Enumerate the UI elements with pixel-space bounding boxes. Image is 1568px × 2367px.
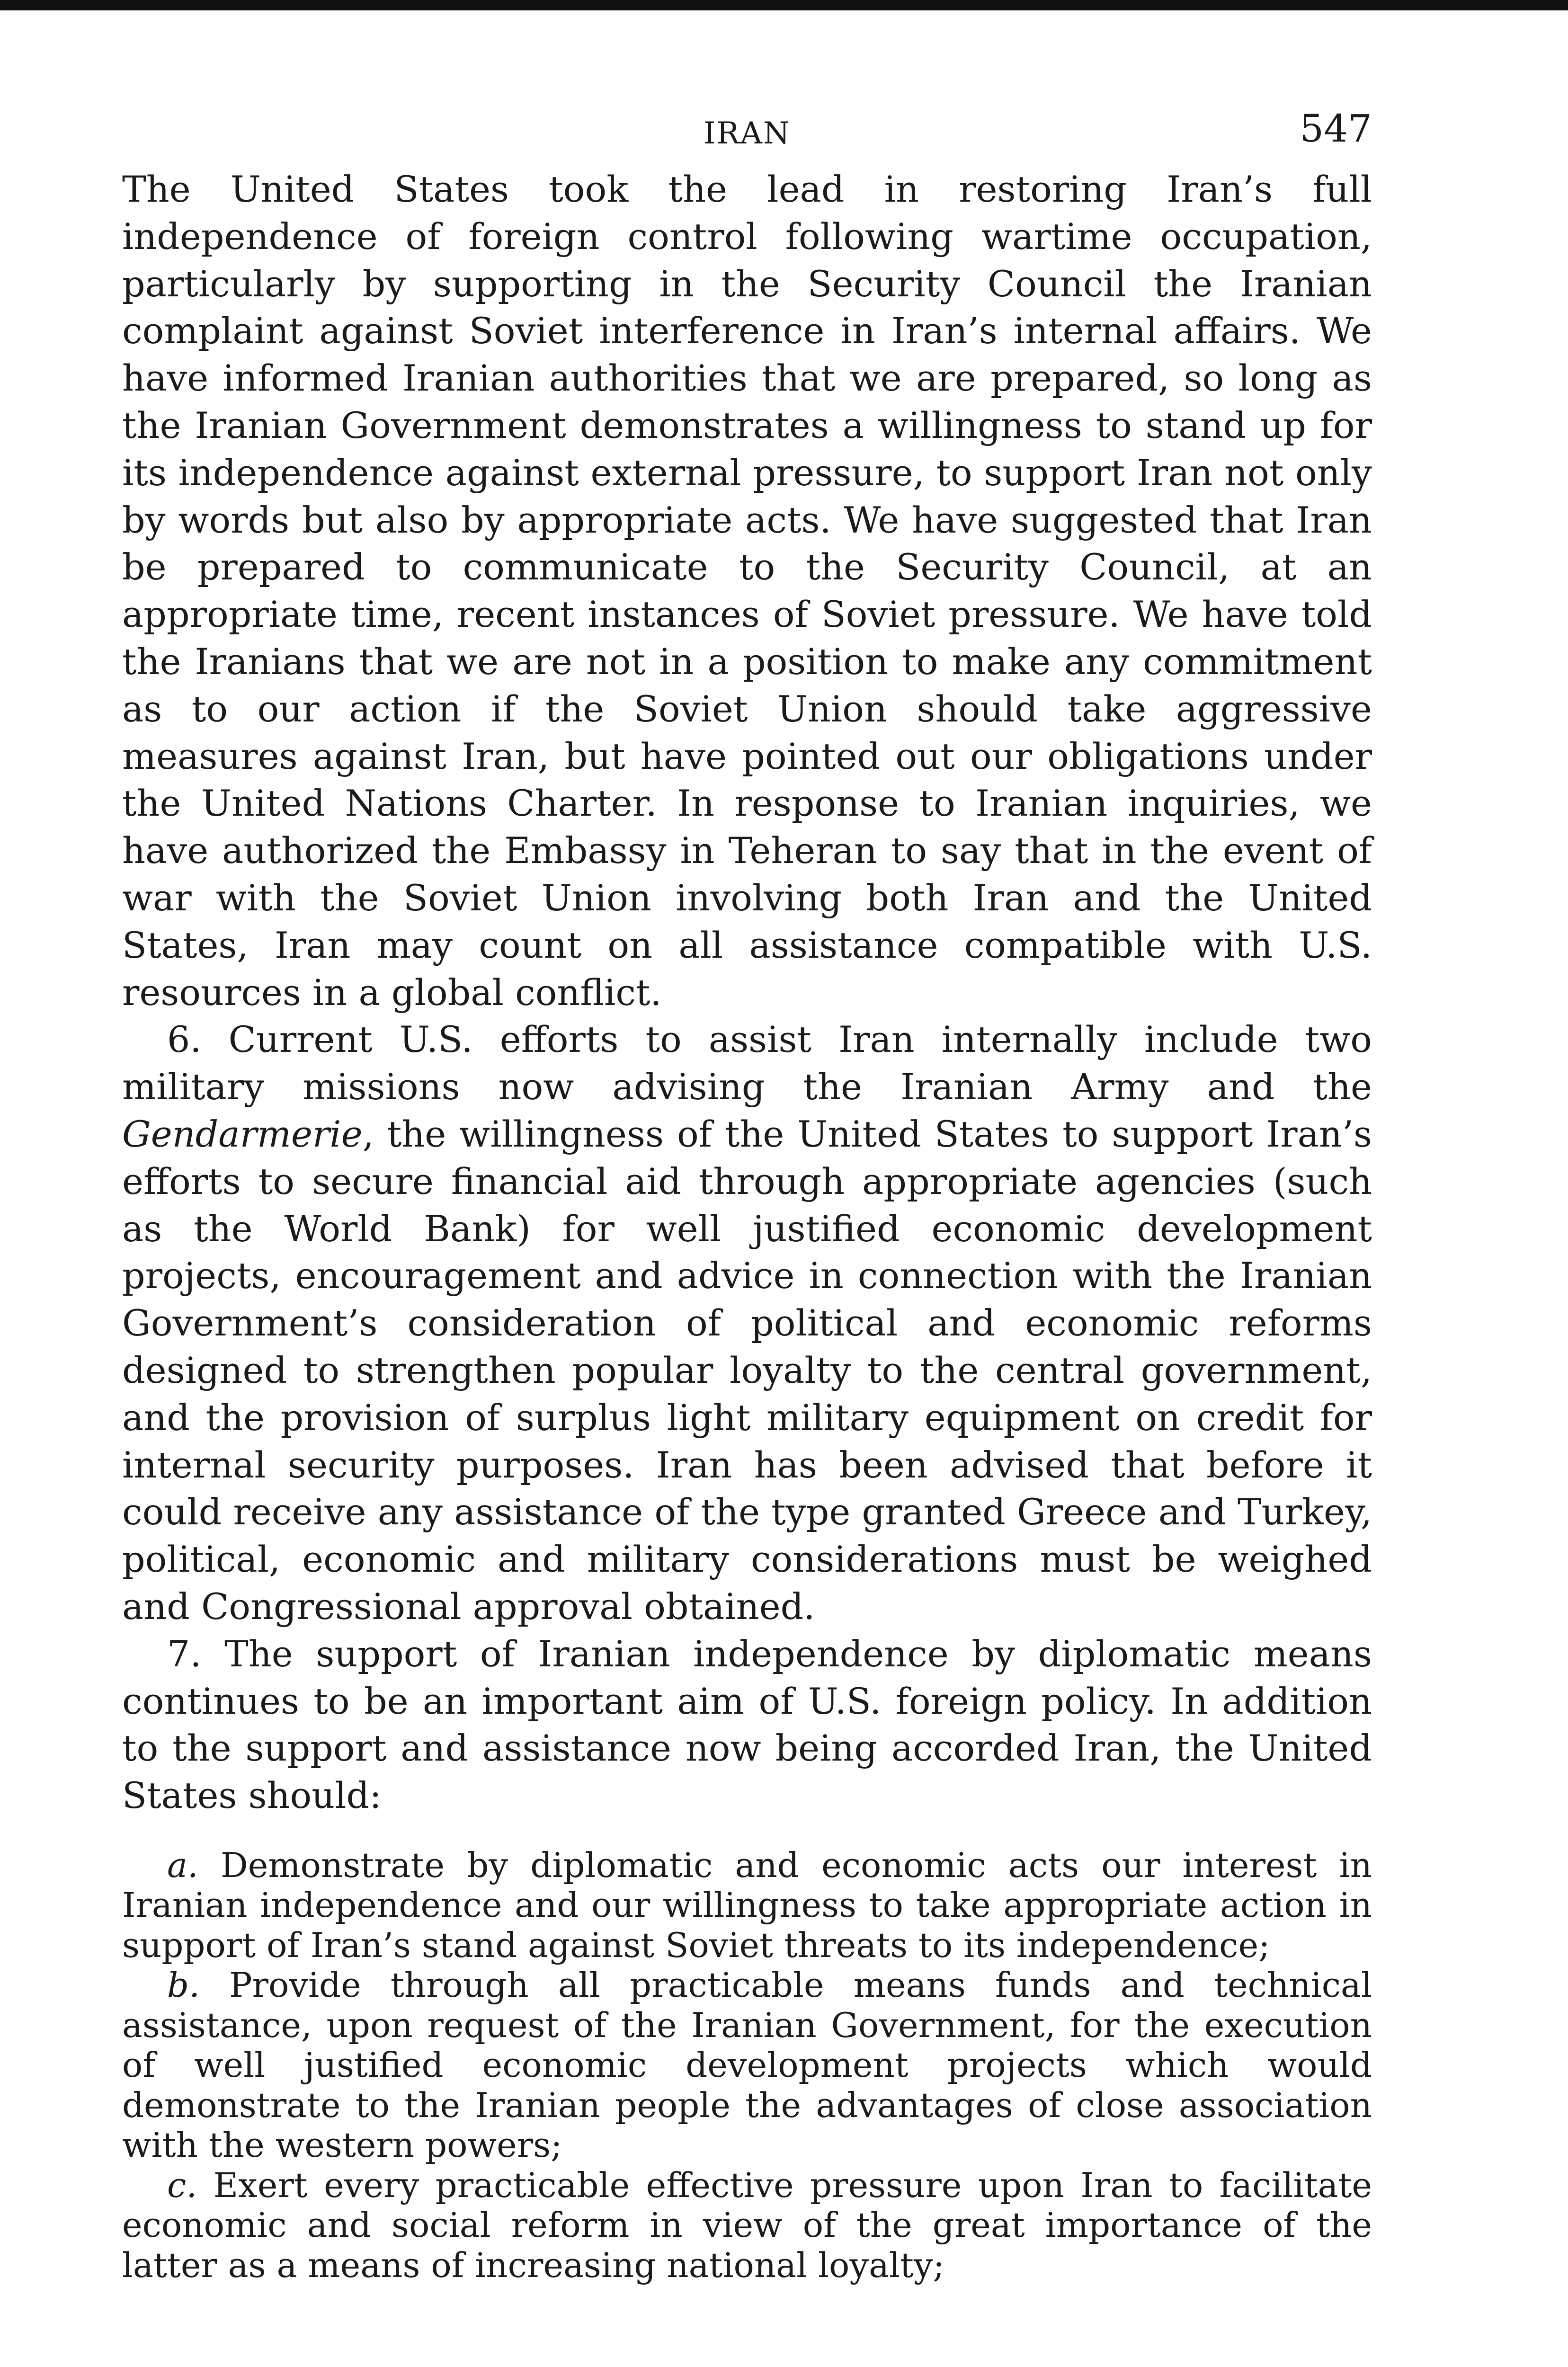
page-number: 547 <box>1300 107 1372 151</box>
item-marker: c. <box>167 2165 197 2205</box>
paragraph-6-part-2: , the willingness of the United States to support Iran’s efforts to secure financial aid through appropriate agencies (such as the World Bank) for well justified economic development projects, encouragement and advice in connection with the Iranian Government’s consideration of political and economic reforms designed to strengthen popular loyalty to the central government, and the provision of surplus light military equipment on credit for internal security purposes. Iran has been advised that before it could receive any assistance of the type granted Greece and Turkey, political, economic and military considerations must be weighed and Congressional approval obtained. <box>122 1112 1372 1628</box>
running-head <box>122 95 1372 166</box>
recommendation-list <box>122 1845 1372 2286</box>
gendarmerie-italic: Gendarmerie <box>122 1112 363 1155</box>
paragraph-7: 7. The support of Iranian independence by diplomatic means continues to be an important aim of U.S. foreign policy. In addition to the support and assistance now being accorded Iran, the United States should: <box>122 1632 1372 1817</box>
body-text <box>122 166 1372 1819</box>
item-text: Demonstrate by diplomatic and economic acts our interest in Iranian independence and our willingness to take appropriate action in support of Iran’s stand against Soviet threats to its independence; <box>122 1845 1372 1965</box>
document-page <box>122 95 1372 2285</box>
item-text: Exert every practicable effective pressure upon Iran to facilitate economic and social reform in view of the great importance of the latter as a means of increasing national loyalty; <box>122 2165 1372 2285</box>
item-marker: b. <box>167 1965 200 2005</box>
running-title: IRAN <box>704 116 791 151</box>
paragraph-continued: The United States took the lead in restoring Iran’s full independence of foreign control following wartime occupation, particularly by supporting in the Security Council the Iranian complaint against Soviet interference in Iran’s internal affairs. We have informed Iranian authorities that we are prepared, so long as the Iranian Government demonstrates a willingness to stand up for its independence against external pressure, to support Iran not only by words but also by appropriate acts. We have suggested that Iran be prepared to communicate to the Security Council, at an appropriate time, recent instances of Soviet pressure. We have told the Iranians that we are not in a position to make any commitment as to our action if the Soviet Union should take aggressive measures against Iran, but have pointed out our obligations under the United Nations Charter. In response to Iranian inquiries, we have authorized the Embassy in Teheran to say that in the event of war with the Soviet Union involving both Iran and the United States, Iran may count on all assistance compatible with U.S. resources in a global conflict. <box>122 168 1372 1014</box>
recommendation-item <box>122 1845 1372 1966</box>
item-text: Provide through all practicable means funds and technical assistance, upon request of the Iranian Government, for the execution of well justified economic development projects which would demonstrate to the Iranian people the advantages of close association with the western powers; <box>122 1965 1372 2165</box>
recommendation-item <box>122 2165 1372 2286</box>
item-marker: a. <box>167 1845 198 1885</box>
recommendation-item <box>122 1965 1372 2165</box>
top-border-rule <box>0 0 1568 10</box>
paragraph-6 <box>122 1016 1372 1630</box>
paragraph-6-part-1: 6. Current U.S. efforts to assist Iran internally include two military missions now advising the Iranian Army and the <box>122 1018 1372 1108</box>
